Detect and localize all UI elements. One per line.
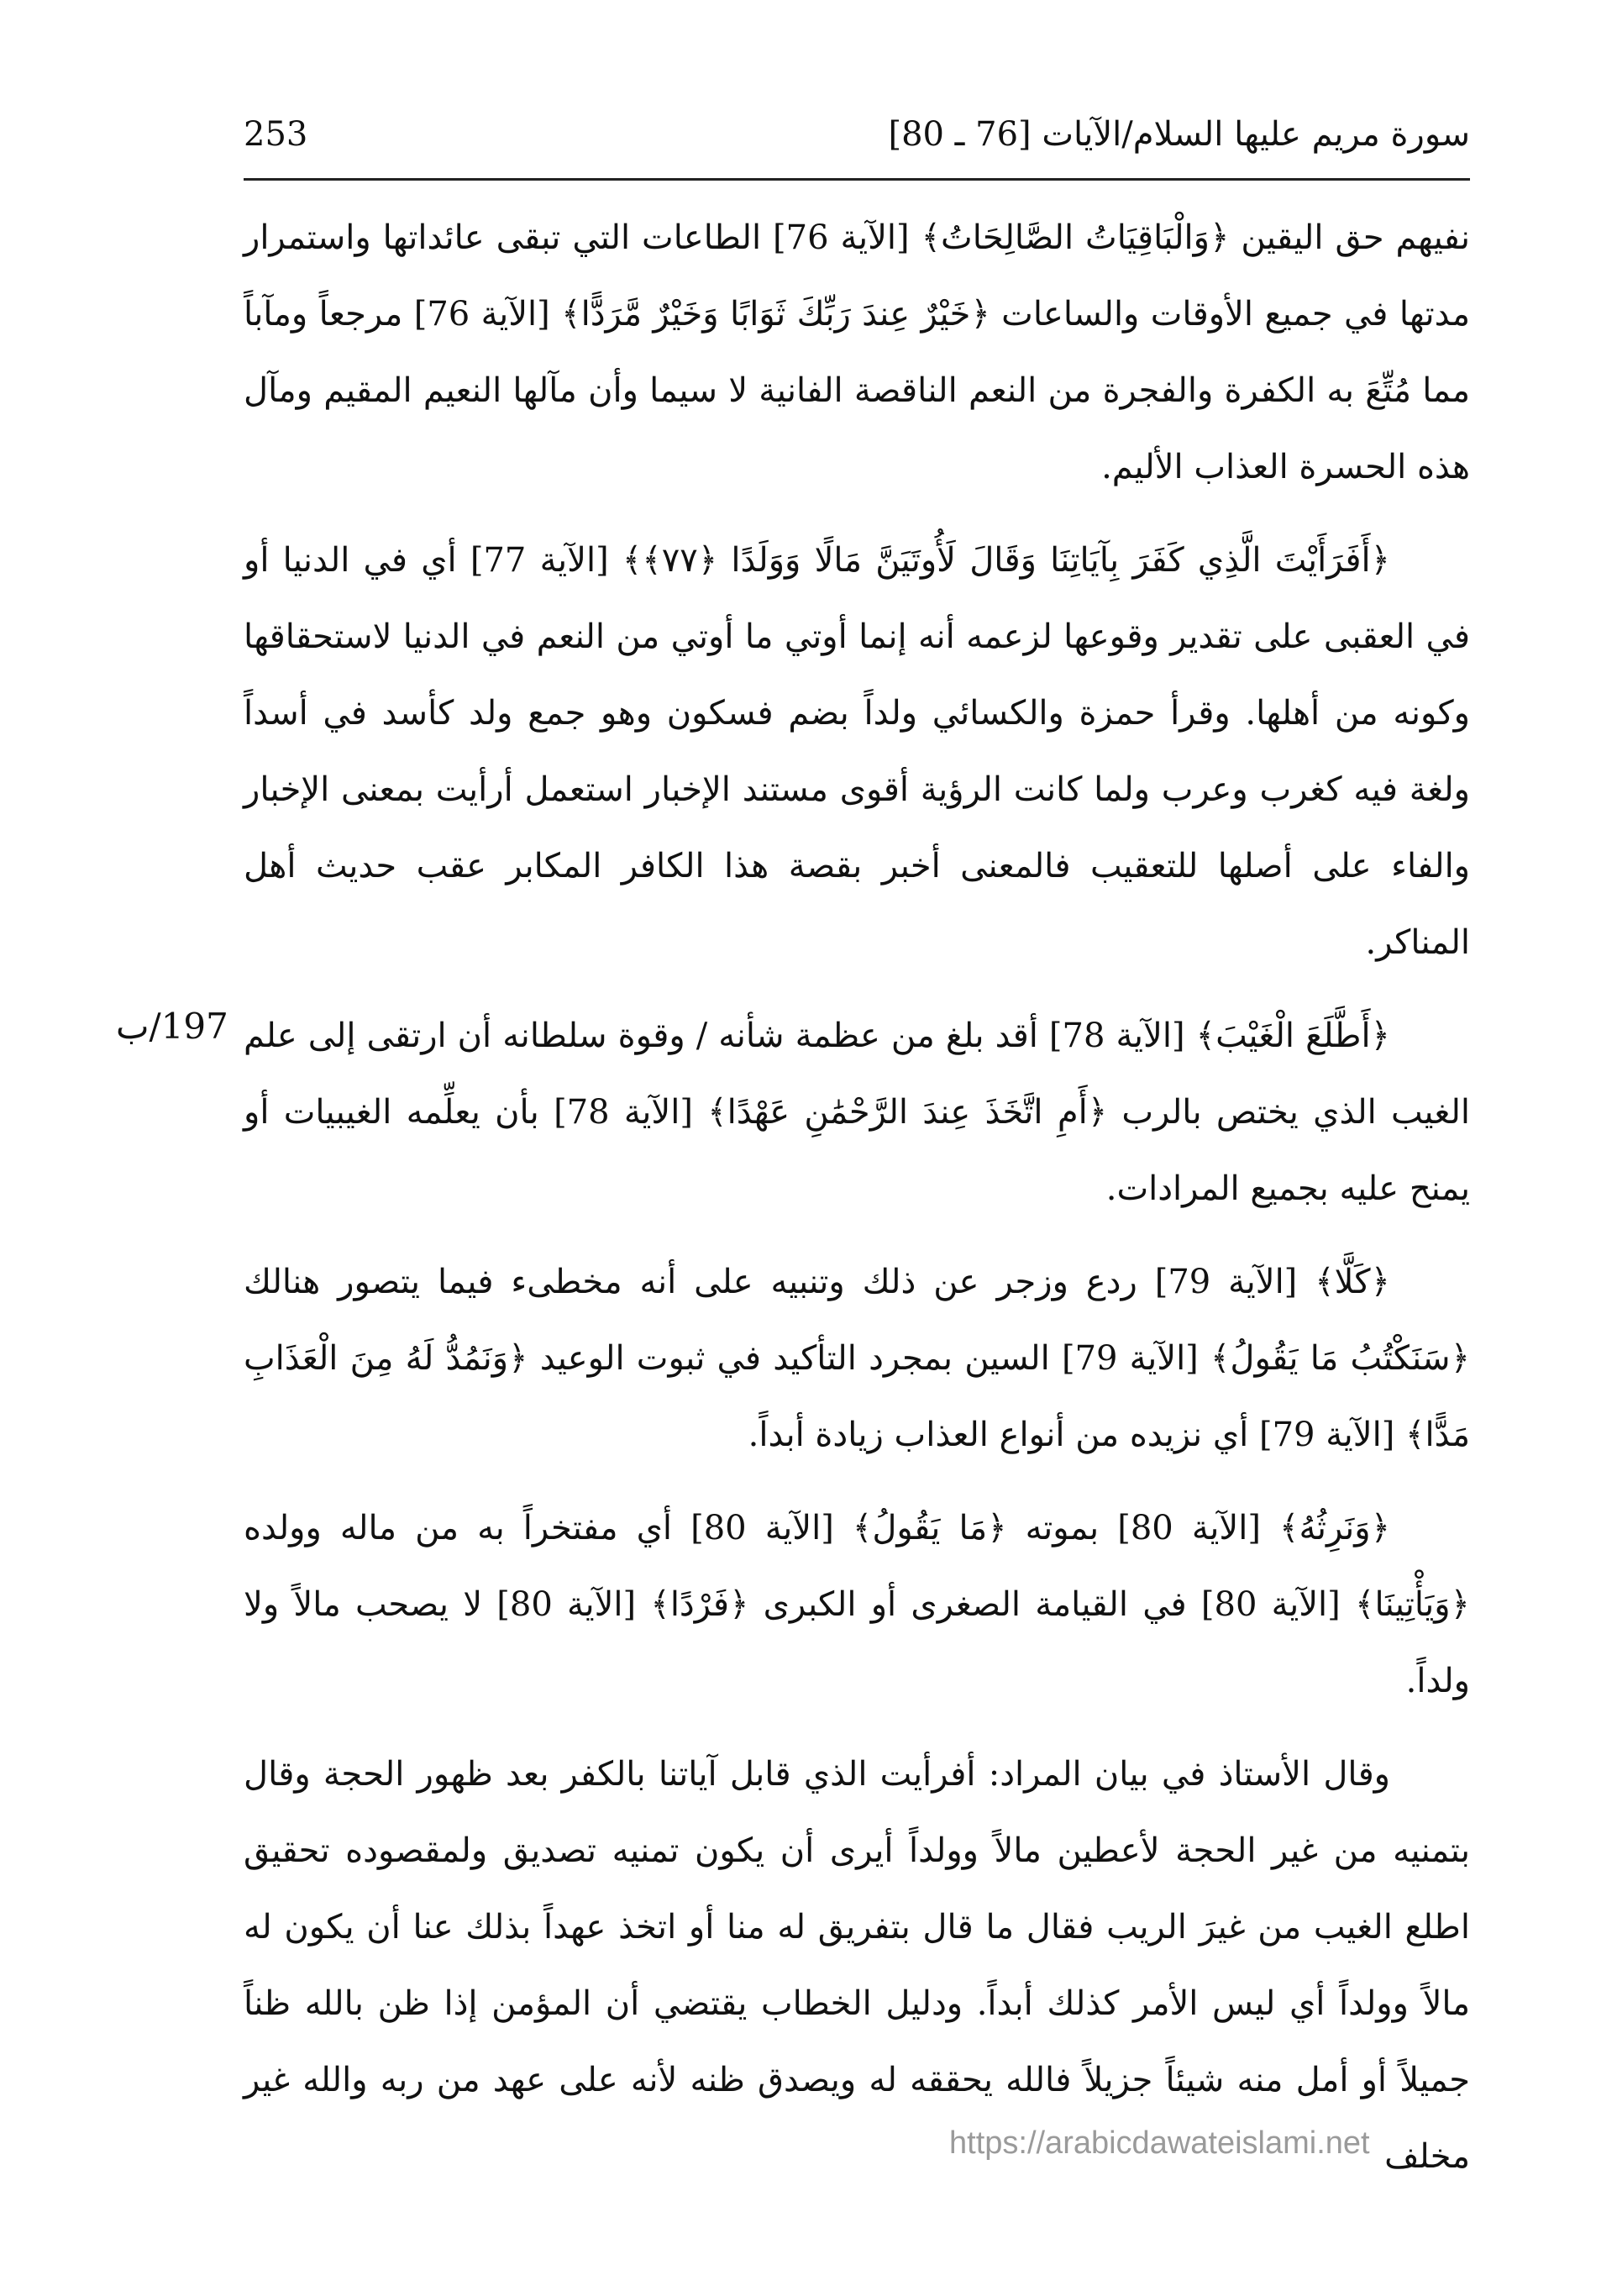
paragraph-4: ﴿كَلَّا﴾ [الآية 79] ردع وزجر عن ذلك وتنبيه على أنه مخطىء فيما يتصور هنالك ﴿سَنَكْتُبُ مَا يَقُولُ﴾ [الآية 79] السين بمجرد التأكيد في ثبوت الوعيد ﴿وَنَمُدُّ لَهُ مِنَ الْعَذَابِ مَدًّا﴾ [الآية 79] أي نزيده من أنواع العذاب زيادة أبداً. [244,1263,1471,1454]
paragraph-1: نفيهم حق اليقين ﴿وَالْبَاقِيَاتُ الصَّالِحَاتُ﴾ [الآية 76] الطاعات التي تبقى عائداتها واستمرار مدتها في جميع الأوقات والساعات ﴿خَيْرٌ عِندَ رَبِّكَ ثَوَابًا وَخَيْرٌ مَّرَدًّا﴾ [الآية 76] مرجعاً ومآباً مما مُتِّعَ به الكفرة والفجرة من النعم الناقصة الفانية لا سيما وأن مآلها النعيم المقيم ومآل هذه الحسرة العذاب الأليم. [244,218,1471,486]
paragraph-5: ﴿وَنَرِثُهُ﴾ [الآية 80] بموته ﴿مَا يَقُولُ﴾ [الآية 80] أي مفتخراً به من ماله وولده ﴿وَيَأْتِينَا﴾ [الآية 80] في القيامة الصغرى أو الكبرى ﴿فَرْدًا﴾ [الآية 80] لا يصحب مالاً ولا ولداً. [244,1509,1470,1700]
page-header [244,109,1470,160]
page-number: 253 [244,115,308,154]
paragraph-2: ﴿أَفَرَأَيْتَ الَّذِي كَفَرَ بِآيَاتِنَا وَقَالَ لَأُوتَيَنَّ مَالًا وَوَلَدًا ﴿٧٧﴾﴾ [الآية 77] أي في الدنيا أو في العقبى على تقدير وقوعها لزعمه أنه إنما أوتي ما أوتي من النعم في الدنيا لاستحقاقها وكونه من أهلها. وقرأ حمزة والكسائي ولداً بضم فسكون وهو جمع ولد كأسد في أسداً ولغة فيه كغرب وعرب ولما كانت الرؤية أقوى مستند الإخبار استعمل أرأيت بمعنى الإخبار والفاء على أصلها للتعقيب فالمعنى أخبر بقصة هذا الكافر المكابر عقب حديث أهل المناكر. [244,541,1471,962]
header-rule [244,178,1470,181]
paragraph-3: ﴿أَطَّلَعَ الْغَيْبَ﴾ [الآية 78] أقد بلغ من عظمة شأنه / وقوة سلطانه أن ارتقى إلى علم الغيب الذي يختص بالرب ﴿أَمِ اتَّخَذَ عِندَ الرَّحْمَٰنِ عَهْدًا﴾ [الآية 78] بأن يعلِّمه الغيبيات أو يمنح عليه بجميع المرادات. [244,1017,1471,1208]
running-head: سورة مريم عليها السلام/الآيات [76 ـ 80] [888,115,1470,154]
watermark-url: https://arabicdawateislami.net [949,2125,1370,2161]
folio-margin-note: 197/ب [116,1006,228,1047]
paragraph-6: وقال الأستاذ في بيان المراد: أفرأيت الذي قابل آياتنا بالكفر بعد ظهور الحجة وقال بتمنيه من غير الحجة لأعطين مالاً وولداً أيرى أن يكون تمنيه تصديق ولمقصوده تحقيق اطلع الغيب من غيرَ الريب فقال ما قال بتفريق له منا أو اتخذ عهداً بذلك عنا أن يكون له مالاً وولداً أي ليس الأمر كذلك أبداً. ودليل الخطاب يقتضي أن المؤمن إذا ظن بالله ظناً جميلاً أو أمل منه شيئاً جزيلاً فالله يحققه له ويصدق ظنه لأنه على عهد من ربه والله غير مخلف [244,1755,1470,2176]
main-text [244,200,1470,2195]
